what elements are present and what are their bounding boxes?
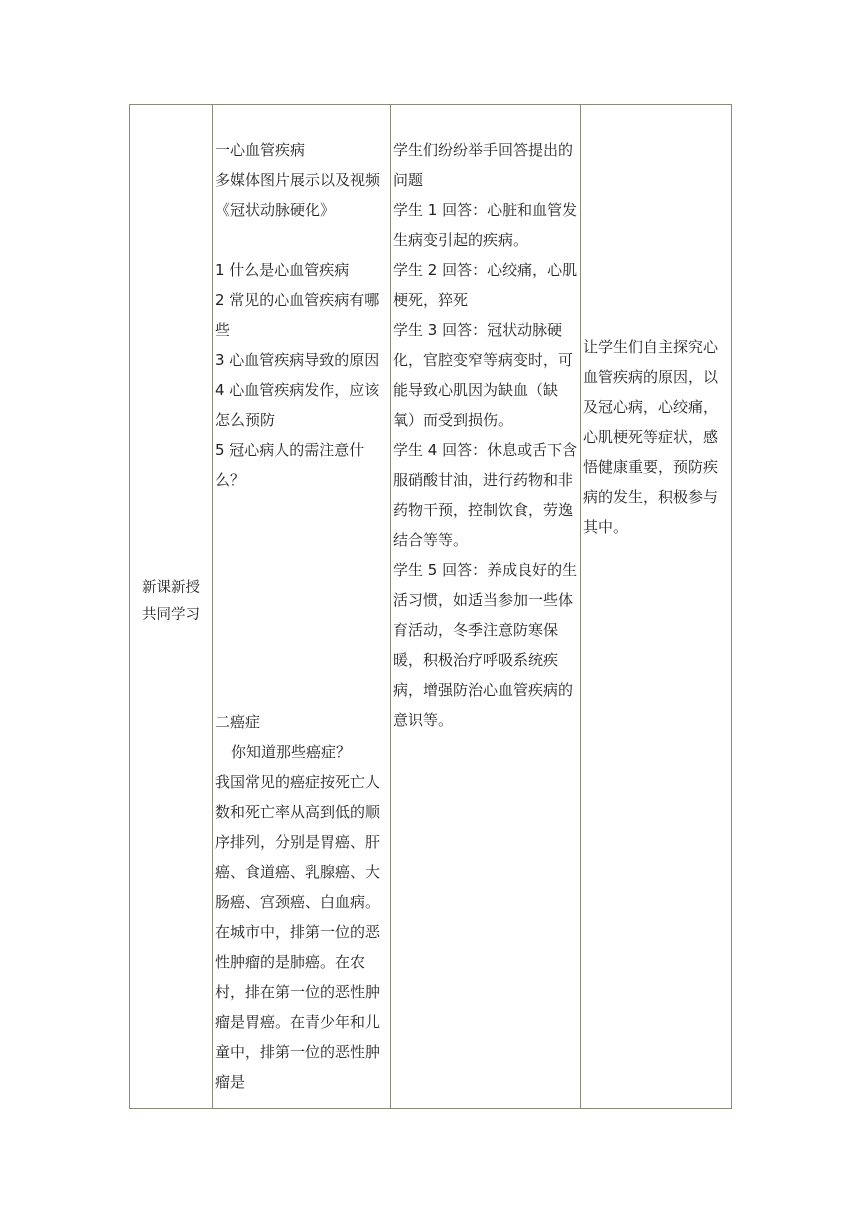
cancer-question: 你知道那些癌症？: [231, 743, 352, 761]
stage-label: 新课新授共同学习: [142, 579, 200, 623]
lesson-plan-table: [129, 104, 732, 1109]
teacher-activity-cell: [213, 105, 391, 1109]
student-activity-cell: [391, 105, 581, 1109]
question-item: 1 什么是心血管疾病: [215, 261, 350, 279]
student-answer: 学生 1 回答：心脏和血管发生病变引起的疾病。: [393, 201, 578, 249]
question-item: 4 心血管疾病发作，应该怎么预防: [215, 381, 380, 429]
section-title-cancer: 二癌症: [215, 713, 261, 731]
design-intent-text: 让学生们自主探究心血管疾病的原因，以及冠心病，心绞痛，心肌梗死等症状，感悟健康重要，预防疾病的发生，积极参与其中。: [583, 338, 719, 536]
question-item: 3 心血管疾病导致的原因: [215, 351, 380, 369]
student-answer: 学生 2 回答：心绞痛，心肌梗死，猝死: [393, 261, 578, 309]
student-answer: 学生 5 回答：养成良好的生活习惯，如适当参加一些体育活动，冬季注意防寒保暖，积极治疗呼吸系统疾病，增强防治心血管疾病的意识等。: [393, 561, 578, 729]
media-intro-text: 多媒体图片展示以及视频《冠状动脉硬化》: [215, 171, 381, 219]
section-title-cardiovascular: 一心血管疾病: [215, 141, 306, 159]
student-answer: 学生 4 回答：休息或舌下含服硝酸甘油，进行药物和非药物干预，控制饮食，劳逸结合等等。: [393, 441, 578, 549]
stage-cell: [130, 105, 213, 1109]
question-item: 2 常见的心血管疾病有哪些: [215, 291, 380, 339]
design-intent-cell: [581, 105, 732, 1109]
student-answer: 学生 3 回答：冠状动脉硬化，官腔变窄等病变时，可能导致心肌因为缺血（缺氧）而受到损伤。: [393, 321, 574, 429]
student-intro: 学生们纷纷举手回答提出的问题: [393, 141, 574, 189]
question-item: 5 冠心病人的需注意什么？: [215, 441, 365, 489]
cancer-paragraph: 我国常见的癌症按死亡人数和死亡率从高到低的顺序排列，分别是胃癌、肝癌、食道癌、乳腺癌、大肠癌、宫颈癌、白血病。在城市中，排第一位的恶性肿瘤的是肺癌。在农村，排在第一位的恶性肿瘤是胃癌。在青少年和儿童中，排第一位的恶性肿瘤是: [215, 773, 381, 1091]
table-row: [130, 105, 732, 1109]
